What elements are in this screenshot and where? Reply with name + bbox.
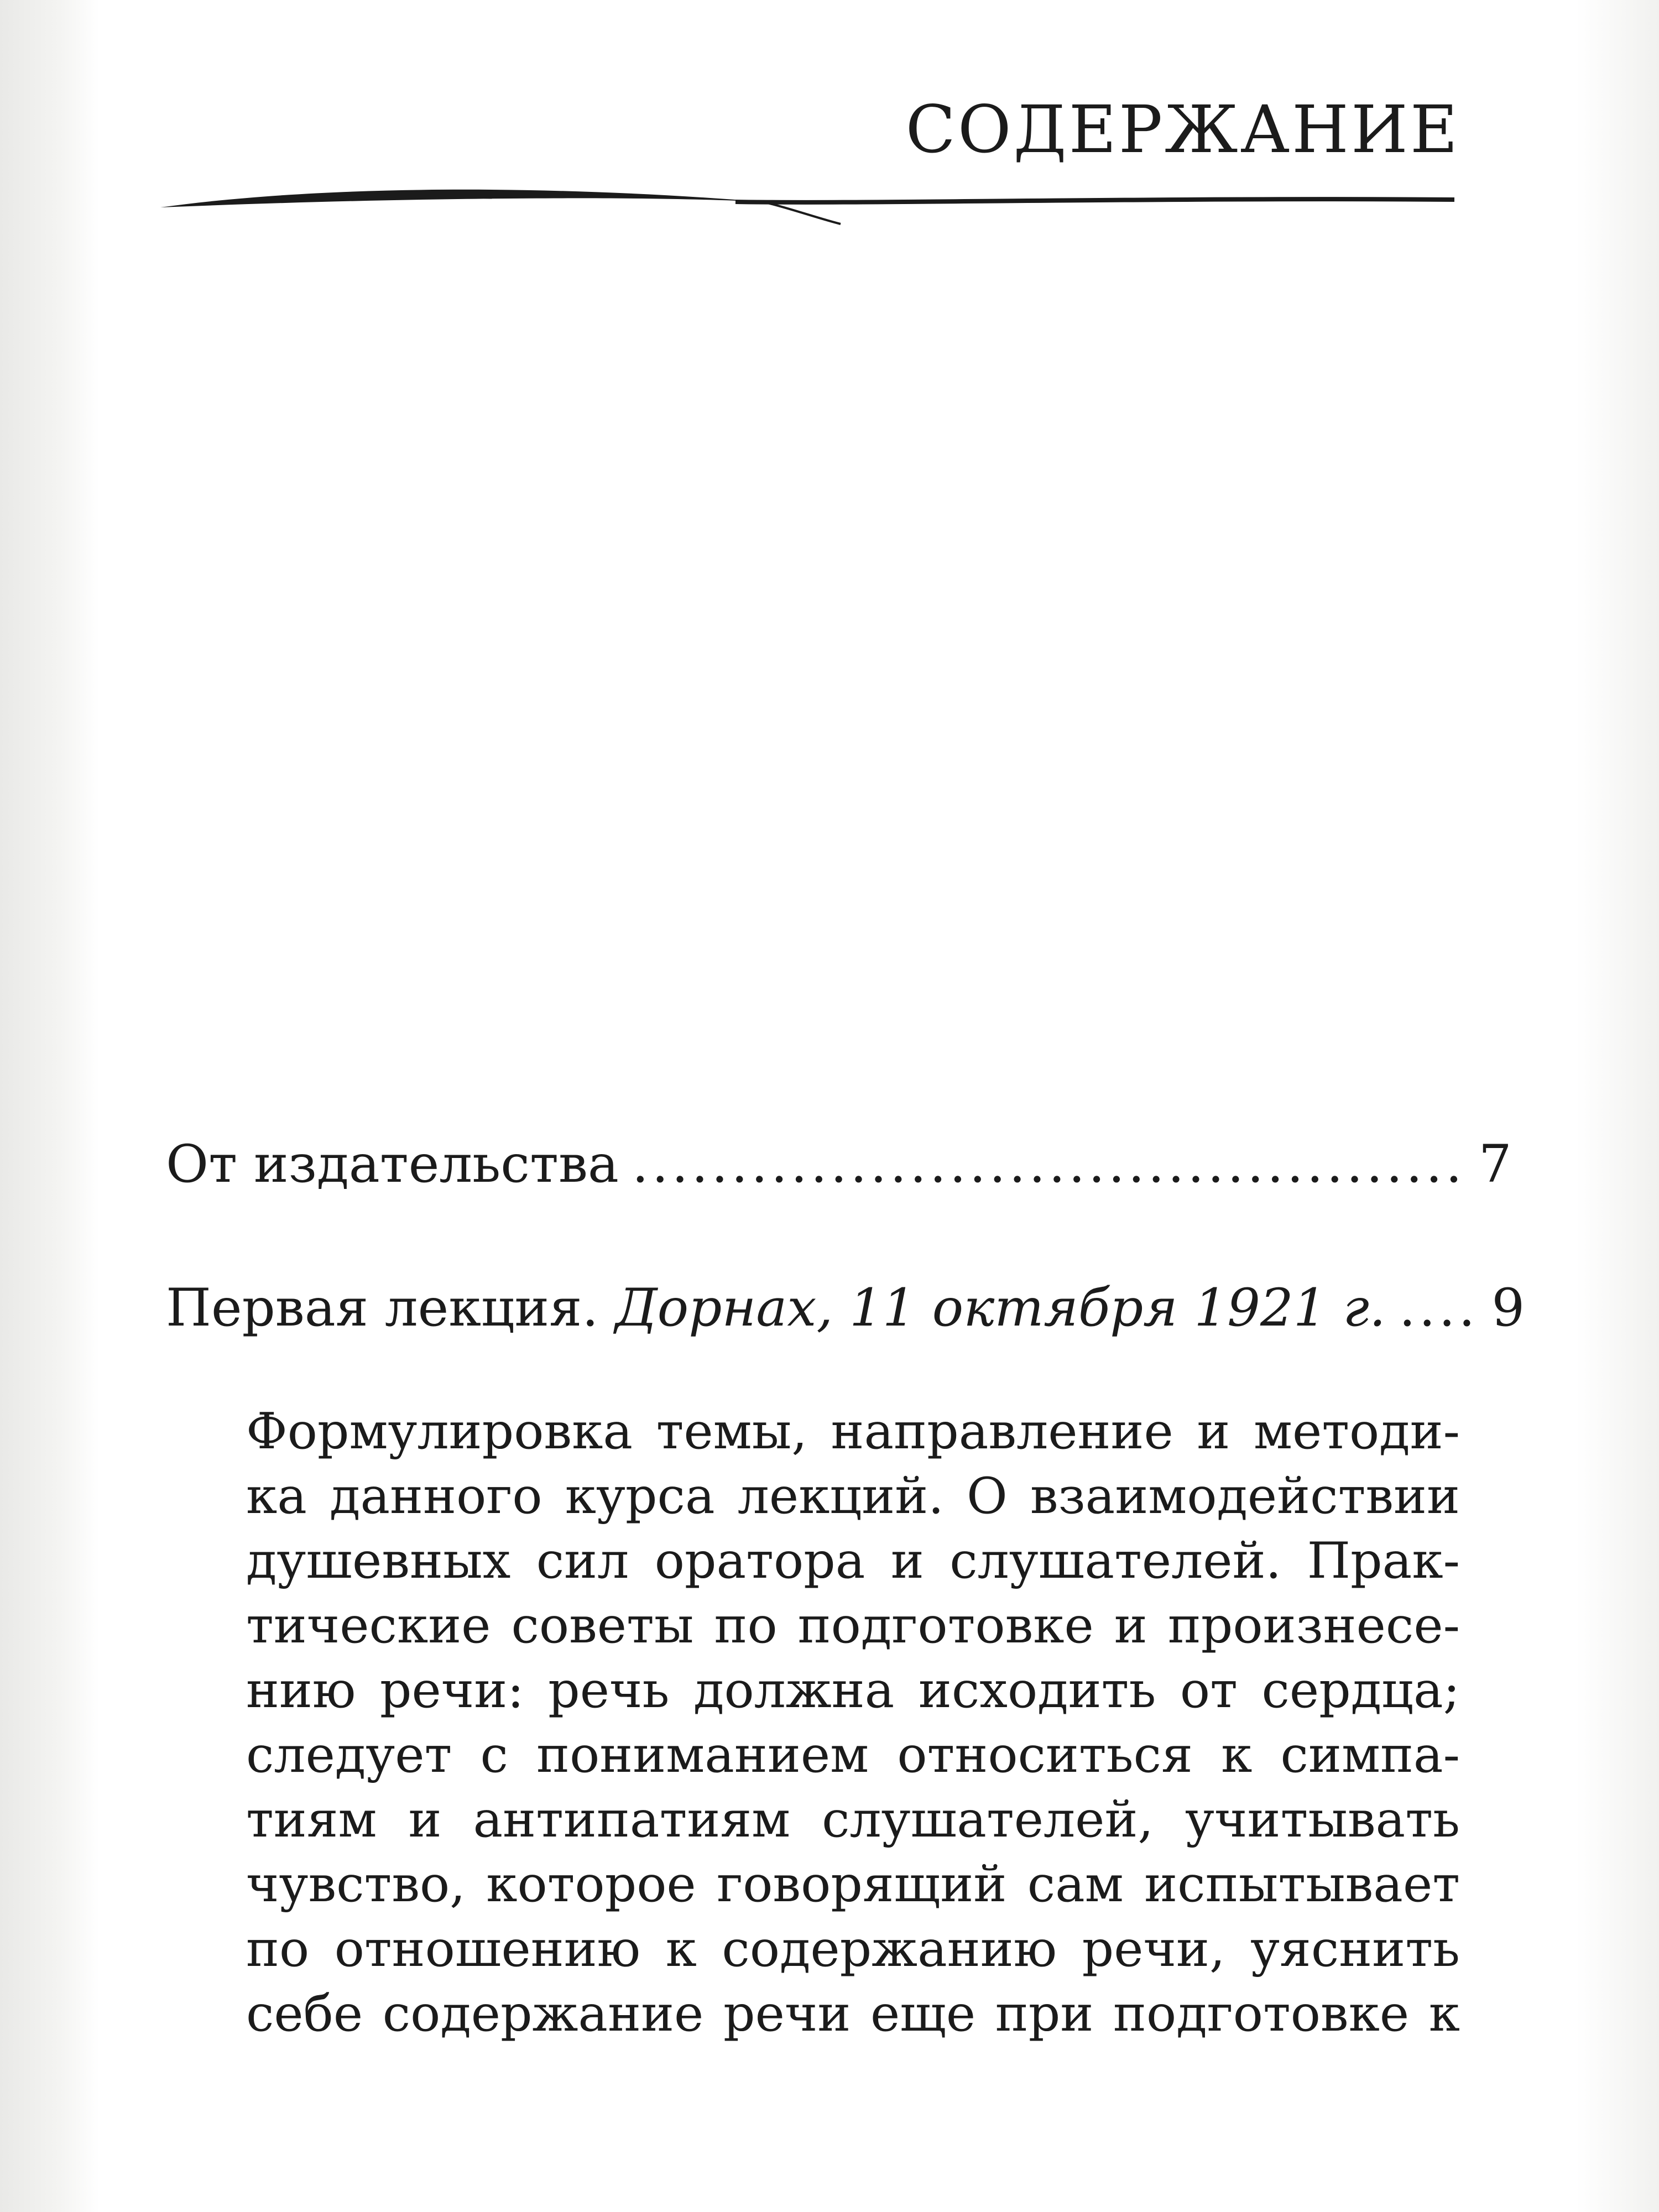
toc-dot-leader: .......................................... [632,1134,1465,1194]
page-title: СОДЕРЖАНИЕ [905,91,1460,168]
summary-line: душевных сил оратора и слушателей. Прак- [246,1532,1460,1590]
scan-left-edge [0,0,100,2212]
toc-dot-leader: .... [1399,1278,1479,1338]
summary-line: нию речи: речь должна исходить от сердца; [246,1661,1460,1719]
toc-entry-publisher[interactable] [166,1134,1512,1196]
toc-entry-title-text: Первая лекция. [166,1278,599,1338]
summary-line: следует с пониманием относиться к симпа- [246,1726,1460,1784]
scan-right-edge [1576,0,1659,2212]
summary-line: по отношению к содержанию речи, уяснить [246,1920,1460,1978]
summary-line: тиям и антипатиям слушателей, учитывать [246,1791,1460,1849]
summary-line: тические советы по подготовке и произнесе- [246,1597,1460,1655]
toc-page-number: 9 [1491,1278,1525,1338]
toc-entry-place-date: Дорнах, 11 октября 1921 г. [615,1278,1386,1338]
toc-entry-title [166,1134,619,1196]
toc-entry-title-text: От издательства [166,1134,619,1194]
book-page [166,0,1525,2212]
summary-line: чувство, которое говорящий сам испытывает [246,1855,1460,1913]
toc-page-number: 7 [1478,1134,1512,1194]
toc-entry-title [166,1277,1386,1340]
summary-line: себе содержание речи еще при подготовке к [246,1985,1460,2043]
header-swash-ornament [155,180,1460,229]
summary-line: Формулировка темы, направление и методи- [246,1402,1460,1460]
toc-entry-first-lecture[interactable] [166,1277,1525,1340]
summary-line: ка данного курса лекций. О взаимодействии [246,1467,1460,1525]
lecture-summary [246,1399,1460,2046]
